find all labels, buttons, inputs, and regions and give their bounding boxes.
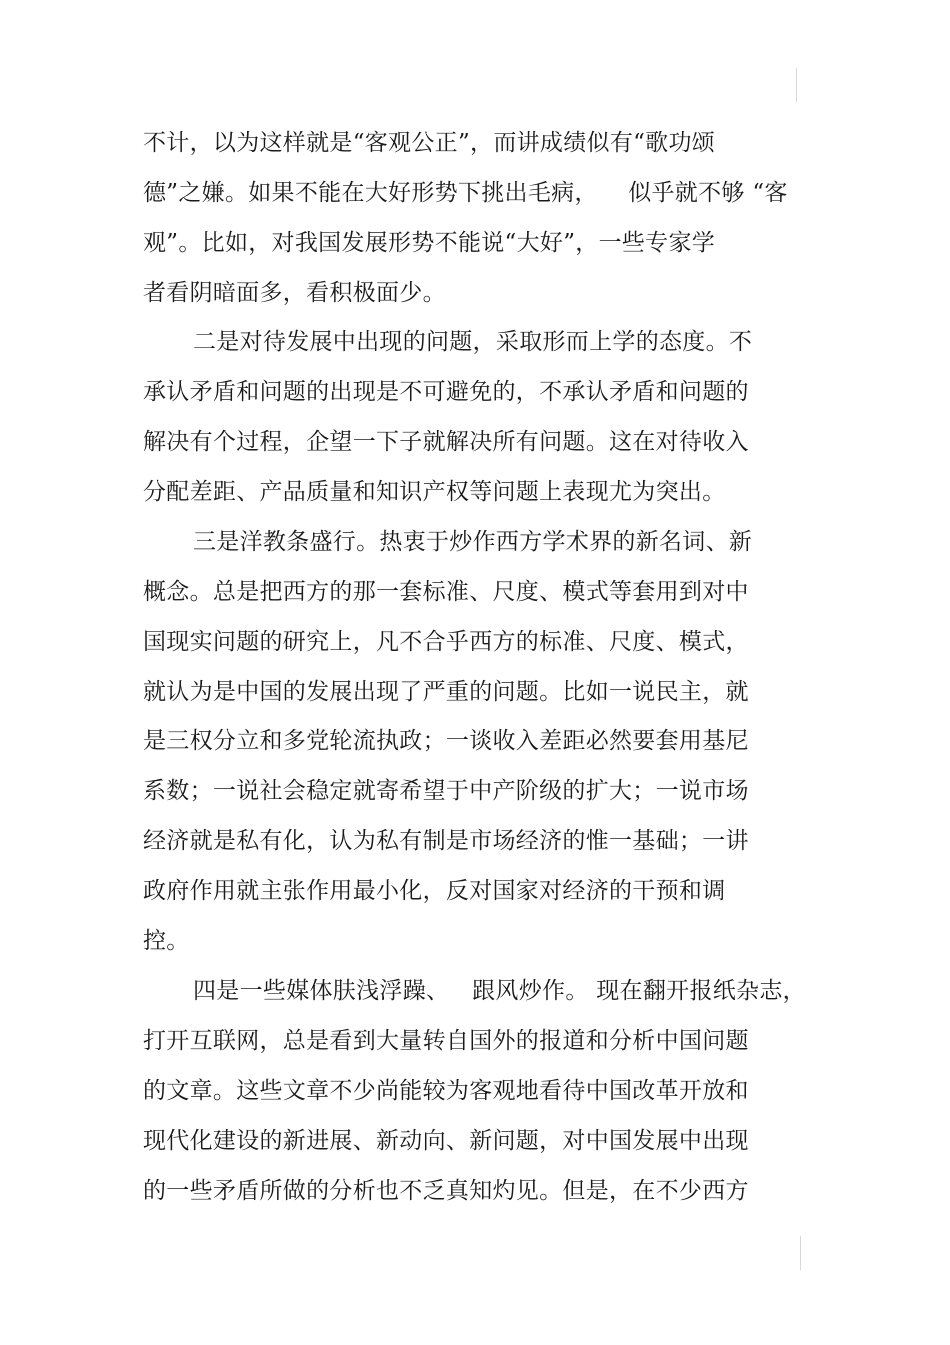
text-line: 观”。比如，对我国发展形势不能说“大好”，一些专家学 — [143, 230, 716, 256]
paragraph-first-line: 四是一些媒体肤浅浮躁、 跟风炒作。 现在翻开报纸杂志， — [193, 978, 806, 1004]
page-edge-mark-bottom — [800, 1236, 801, 1270]
text-line: 经济就是私有化，认为私有制是市场经济的惟一基础；一讲 — [143, 828, 749, 854]
text-line: 是三权分立和多党轮流执政；一谈收入差距必然要套用基尼 — [143, 728, 749, 754]
text-line: 控。 — [143, 928, 190, 954]
text-line: 政府作用就主张作用最小化，反对国家对经济的干预和调 — [143, 878, 726, 904]
text-line: 德”之嫌。如果不能在大好形势下挑出毛病， 似乎就不够 “客 — [143, 180, 788, 206]
paragraph-first-line: 三是洋教条盛行。热衷于炒作西方学术界的新名词、新 — [193, 529, 753, 555]
text-line: 的文章。这些文章不少尚能较为客观地看待中国改革开放和 — [143, 1078, 749, 1104]
paragraph-first-line: 二是对待发展中出现的问题，采取形而上学的态度。不 — [193, 329, 753, 355]
text-line: 不计，以为这样就是“客观公正”，而讲成绩似有“歌功颂 — [143, 130, 716, 156]
text-line: 现代化建设的新进展、新动向、新问题，对中国发展中出现 — [143, 1128, 749, 1154]
text-line: 分配差距、产品质量和知识产权等问题上表现尤为突出。 — [143, 479, 726, 505]
text-line: 系数；一说社会稳定就寄希望于中产阶级的扩大；一说市场 — [143, 778, 749, 804]
text-line: 承认矛盾和问题的出现是不可避免的，不承认矛盾和问题的 — [143, 379, 749, 405]
text-line: 的一些矛盾所做的分析也不乏真知灼见。但是，在不少西方 — [143, 1178, 749, 1204]
text-line: 解决有个过程，企望一下子就解决所有问题。这在对待收入 — [143, 429, 749, 455]
text-line: 国现实问题的研究上，凡不合乎西方的标准、尺度、模式， — [143, 629, 749, 655]
text-line: 者看阴暗面多，看积极面少。 — [143, 280, 446, 306]
text-line: 就认为是中国的发展出现了严重的问题。比如一说民主，就 — [143, 679, 749, 705]
page-edge-mark-top — [796, 68, 797, 102]
text-line: 概念。总是把西方的那一套标准、尺度、模式等套用到对中 — [143, 579, 749, 605]
text-line: 打开互联网，总是看到大量转自国外的报道和分析中国问题 — [143, 1028, 749, 1054]
